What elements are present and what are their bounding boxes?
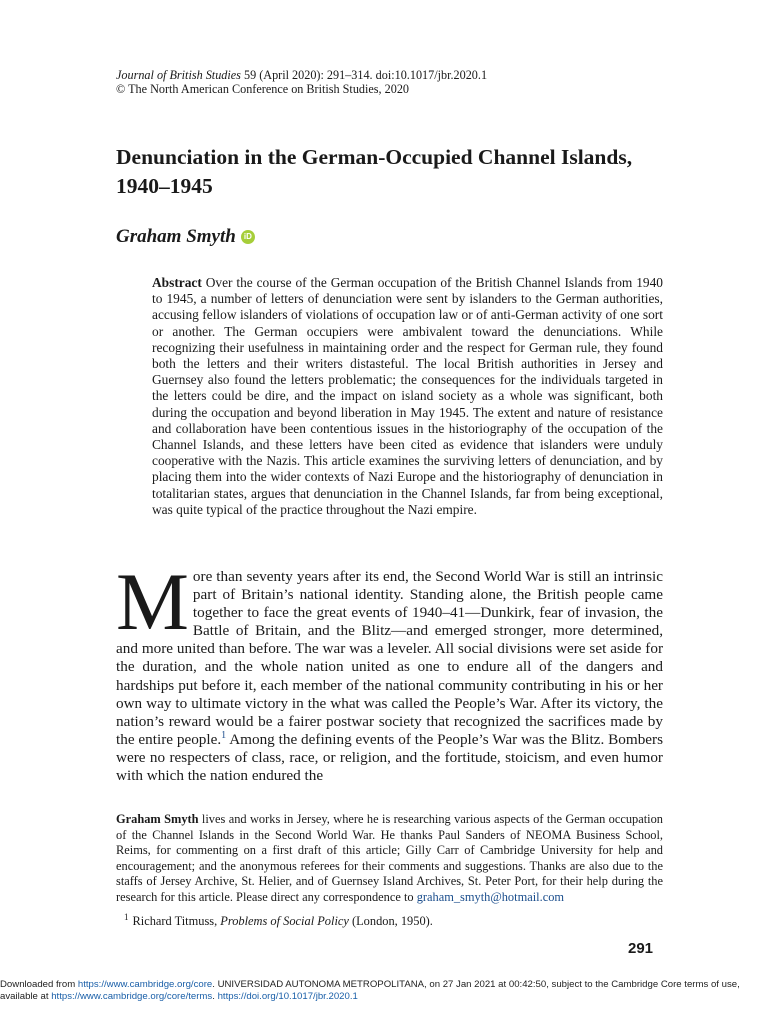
author-note [116, 812, 663, 906]
page-number: 291 [628, 940, 654, 957]
article-title: Denunciation in the German-Occupied Channel Islands, 1940–1945 [116, 145, 633, 198]
terms-link[interactable]: https://www.cambridge.org/core/terms [51, 991, 213, 1002]
core-link[interactable]: https://www.cambridge.org/core [77, 979, 213, 990]
footnote-reference[interactable]: 1 [221, 729, 227, 741]
abstract [152, 275, 663, 518]
author-name: Graham Smyth [116, 226, 236, 247]
footnote-title: Problems of Social Policy [220, 914, 349, 928]
citation-line [116, 68, 656, 82]
download-prefix: Downloaded from [0, 979, 78, 990]
body-paragraph [116, 556, 663, 785]
footnote-rest: (London, 1950). [348, 914, 433, 928]
body-text-part-2: Among the defining events of the People’s War was the Blitz. Bombers were no respecters of class, race, or religion, and the fortitude, stoicism, and even humor with which the nation endured the [116, 730, 663, 785]
footnote-author: Richard Titmuss, [132, 914, 221, 928]
abstract-text: Over the course of the German occupation of the British Channel Islands from 1940 to 1945, a number of letters of denunciation were sent by islanders to the German authorities, accusing fellow islanders of violations of occupation law or of anti-German activity of one sort or another. The German occupiers were ambivalent toward the denunciations. While recognizing their usefulness in maintaining order and the respect for German rule, they found both the letters and their writers distasteful. The local British authorities in Jersey and Guernsey also found the letters problematic; the consequences for the individuals targeted in the letters could be dire, and the impact on island society as a whole was significant, both during the occupation and beyond liberation in May 1945. The extent and nature of resistance and collaboration have been contentious issues in the historiography of the occupation of the Channel Islands, and these letters have been cited as evidence that islanders were unduly cooperative with the Nazis. This article examines the surviving letters of denunciation, and by placing them into the wider contexts of Nazi Europe and the historiography of denunciation in totalitarian states, argues that denunciation in the Channel Islands, far from being exceptional, was quite typical of the practice throughout the Nazi empire. [152, 275, 663, 517]
abstract-label: Abstract [152, 275, 202, 290]
copyright-line: © The North American Conference on British Studies, 2020 [116, 82, 410, 96]
drop-cap: M [116, 556, 189, 647]
citation-details: 59 (April 2020): 291–314. doi:10.1017/jbr.2020.1 [240, 68, 488, 82]
author-email-link[interactable]: graham_smyth@hotmail.com [416, 889, 565, 904]
journal-citation [116, 68, 656, 96]
doi-link[interactable]: https://doi.org/10.1017/jbr.2020.1 [217, 991, 358, 1002]
author-note-name: Graham Smyth [116, 812, 199, 826]
orcid-icon[interactable]: iD [241, 230, 255, 244]
footnote [124, 911, 433, 929]
download-middle: . UNIVERSIDAD AUTONOMA METROPOLITANA, on 27 Jan 2021 at 00:42:50, subject to the Cambridge Core terms of use, available at [0, 979, 740, 1002]
download-separator: . [212, 991, 218, 1002]
download-notice [0, 979, 768, 1003]
footnote-number: 1 [124, 911, 129, 922]
journal-name: Journal of British Studies [116, 68, 241, 82]
body-text-part-1: ore than seventy years after its end, the Second World War is still an intrinsic part of Britain’s national identity. Standing alone, the British people came together to face the great events of 1940–41—Dunkirk, fear of invasion, the Battle of Britain, and the Blitz—and emerged stronger, more determined, and more united than before. The war was a leveler. All social divisions were set aside for the duration, and the whole nation united as one to endure all of the dangers and hardships put before it, each member of the national community contributing in his or her own way to ultimate victory in the what was called the People’s War. After its victory, the nation’s reward would be a fairer postwar society that recognized the sacrifices made by the entire people. [116, 568, 663, 748]
author-line [116, 226, 255, 248]
author-note-text: lives and works in Jersey, where he is researching various aspects of the German occupation of the Channel Islands in the Second World War. He thanks Paul Sanders of NEOMA Business School, Reims, for commenting on a first draft of this article; Gilly Carr of Cambridge University for help and encouragement; and the anonymous referees for their comments and suggestions. Thanks are also due to the staffs of Jersey Archive, St. Helier, and of Guernsey Island Archives, St. Peter Port, for their help during the research for this article. Please direct any correspondence to [116, 812, 664, 904]
